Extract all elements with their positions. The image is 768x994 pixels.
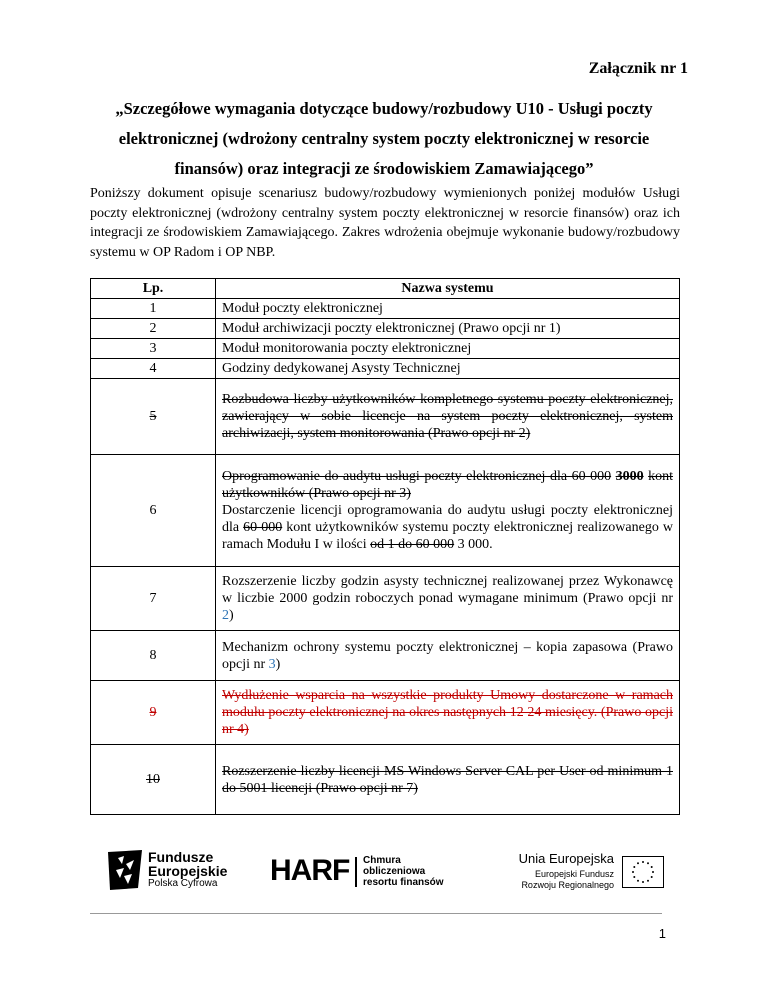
- table-row: [91, 339, 680, 359]
- row-name: [216, 567, 680, 631]
- table-row: [91, 745, 680, 815]
- footer-divider: [90, 913, 662, 914]
- harf-divider: [355, 857, 357, 887]
- row-name: Godziny dedykowanej Asysty Technicznej: [216, 359, 680, 379]
- table-row: [91, 319, 680, 339]
- struck-text: kont użytkowników (Prawo opcji nr 3): [222, 469, 674, 501]
- struck-bold-text: 3000: [615, 469, 644, 484]
- harf-line3: resortu finansów: [363, 877, 444, 888]
- row-lp: 10: [91, 745, 216, 815]
- row-text: Rozszerzenie liczby godzin asysty technicznej realizowanej przez Wykonawcę w liczbie 2000 godzin roboczych ponad wymagane minimum (Prawo opcji nr: [222, 574, 673, 606]
- fe-name-line3: Polska Cyfrowa: [148, 878, 218, 889]
- row-name: [216, 631, 680, 681]
- ue-line2: Europejski Fundusz: [534, 869, 614, 879]
- table-row: [91, 631, 680, 681]
- fe-name-line1: Fundusze: [148, 849, 214, 865]
- fe-emblem-icon: [108, 850, 142, 890]
- struck-text: 60 000: [243, 520, 283, 535]
- table-row: [91, 359, 680, 379]
- page-number: 1: [658, 926, 666, 941]
- header-name: Nazwa systemu: [216, 279, 680, 299]
- struck-text: od 1 do 60 000: [370, 537, 455, 552]
- ue-line1: Unia Europejska: [518, 851, 614, 866]
- row-text: ): [229, 608, 234, 623]
- row-lp: 3: [91, 339, 216, 359]
- row-name: Rozszerzenie liczby licencji MS Windows Server CAL per User od minimum 1 do 5001 licencji (Prawo opcji nr 7): [216, 745, 680, 815]
- harf-wordmark: HARF: [270, 854, 350, 887]
- harf-logo: [270, 855, 450, 891]
- row-name: Rozbudowa liczby użytkowników kompletnego systemu poczty elektronicznej, zawierający w sobie licencje na system poczty elektronicznej, system archiwizacji, system monitorowania (Prawo opcji nr 2): [216, 379, 680, 455]
- option-number: 3: [268, 656, 276, 672]
- row-lp: 8: [91, 631, 216, 681]
- harf-line1: Chmura: [363, 855, 401, 866]
- fe-name-line2: Europejskie: [148, 863, 228, 879]
- table-row: [91, 681, 680, 745]
- row-name: Moduł archiwizacji poczty elektronicznej (Prawo opcji nr 1): [216, 319, 680, 339]
- row-lp: 2: [91, 319, 216, 339]
- row-lp: 4: [91, 359, 216, 379]
- eu-flag-icon: [622, 856, 664, 888]
- fundusze-europejskie-logo: [108, 850, 248, 892]
- row-name: Moduł monitorowania poczty elektronicznej: [216, 339, 680, 359]
- table-row: [91, 567, 680, 631]
- row-text: kont użytkowników systemu poczty elektronicznej realizowanego w ramach Modułu I w ilości: [222, 520, 673, 552]
- table-header-row: [91, 279, 680, 299]
- row-text: Dostarczenie licencji oprogramowania do audytu usługi poczty elektronicznej dla: [222, 503, 673, 535]
- row-lp: 9: [91, 681, 216, 745]
- table-row: [91, 379, 680, 455]
- header-lp: Lp.: [91, 279, 216, 299]
- harf-line2: obliczeniowa: [363, 866, 426, 877]
- row-name: [216, 455, 680, 567]
- intro-paragraph: Poniższy dokument opisuje scenariusz budowy/rozbudowy wymienionych poniżej modułów Usługi poczty elektronicznej (wdrożony centralny system poczty elektronicznej w resorcie finansów) oraz ich integracji ze środowiskiem Zamawiającego. Zakres wdrożenia obejmuje wykonanie budowy/rozbudowy systemu w OP Radom i OP NBP.: [90, 186, 680, 260]
- row-lp: 1: [91, 299, 216, 319]
- option-number: 2: [222, 608, 229, 623]
- row-text: Mechanizm ochrony systemu poczty elektronicznej – kopia zapasowa (Prawo opcji nr: [222, 639, 673, 672]
- table-row: [91, 455, 680, 567]
- unia-europejska-logo: [486, 852, 666, 894]
- table-row: [91, 299, 680, 319]
- row-lp: 7: [91, 567, 216, 631]
- attachment-label: Załącznik nr 1: [588, 60, 688, 77]
- row-text: ): [275, 656, 281, 672]
- struck-text: Oprogramowanie do audytu usługi poczty elektronicznej dla 60 000: [222, 469, 612, 484]
- row-lp: 6: [91, 455, 216, 567]
- document-title: „Szczegółowe wymagania dotyczące budowy/rozbudowy U10 - Usługi poczty elektronicznej (wdrożony centralny system poczty elektronicznej w resorcie finansów) oraz integracji ze środowiskiem Zamawiającego”: [115, 99, 653, 178]
- row-text: 3 000.: [457, 537, 493, 552]
- row-name: Wydłużenie wsparcia na wszystkie produkty Umowy dostarczone w ramach modułu poczty elektronicznej na okres następnych 12 24 miesięcy. (Prawo opcji nr 4): [216, 681, 680, 745]
- row-name: Moduł poczty elektronicznej: [216, 299, 680, 319]
- systems-table: [90, 278, 680, 815]
- row-lp: 5: [91, 379, 216, 455]
- ue-line3: Rozwoju Regionalnego: [521, 880, 614, 890]
